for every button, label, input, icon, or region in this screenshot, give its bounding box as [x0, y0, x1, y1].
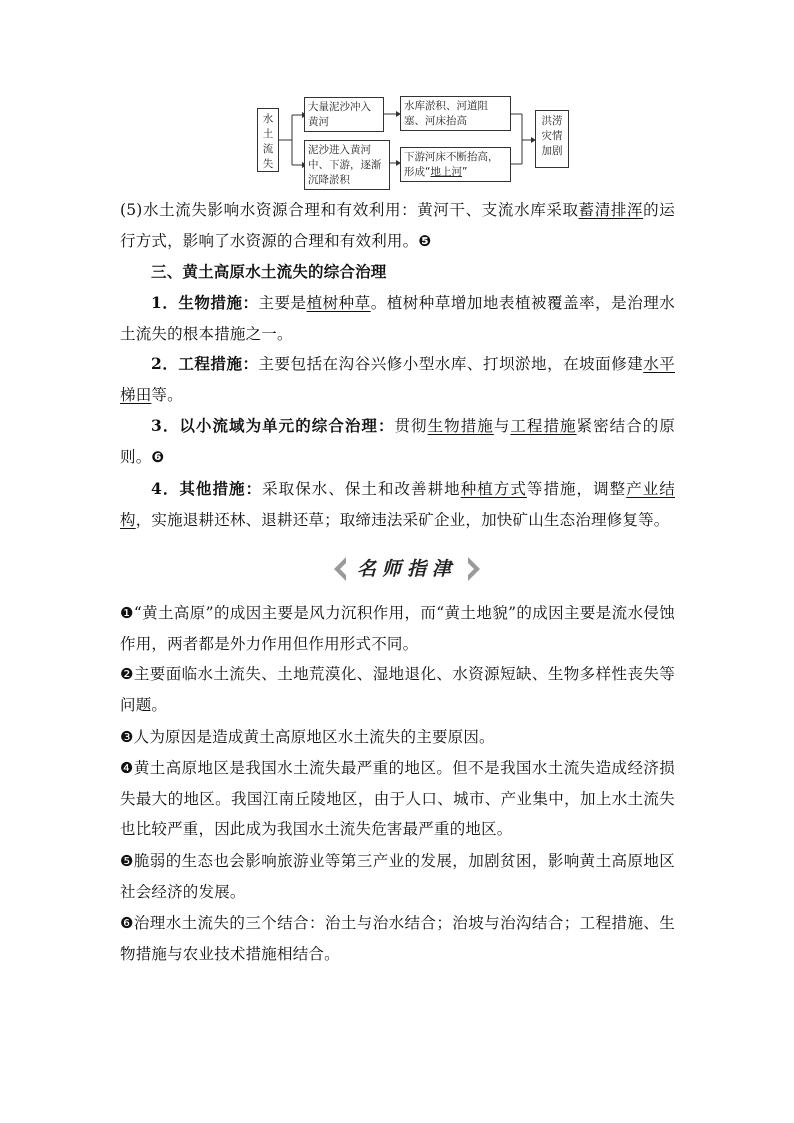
paragraph-5 [120, 195, 675, 256]
flow-result-box [535, 110, 569, 168]
note-1-mark: ❶ [120, 604, 134, 622]
m2-text-a: 主要包括在沟谷兴修小型水库、打坝淤地，在坡面修建 [258, 355, 644, 373]
flow-upper-effect-text: 水库淤积、河道阻塞、河床抬高 [404, 100, 488, 127]
measure-3 [120, 411, 675, 472]
note-2-text: 主要面临水土流失、土地荒漠化、湿地退化、水资源短缺、生物多样性丧失等问题。 [120, 665, 675, 714]
m1-term: 植树种草 [306, 294, 371, 312]
m4-text-c: ，实施退耕还林、退耕还草；取缔违法采矿企业，加快矿山生态治理修复等。 [135, 510, 670, 529]
flow-root-text: 水土流失 [262, 113, 274, 170]
note-1-text: “黄土高原”的成因主要是风力沉积作用，而“黄土地貌”的成因主要是流水侵蚀作用，两者都是外力作用但作用形式不同。 [120, 604, 675, 653]
m1-text-a: 主要是 [258, 294, 307, 312]
measure-1 [120, 288, 675, 349]
note-4 [120, 753, 675, 845]
measure-4 [120, 474, 675, 535]
flow-lower-effect-term: 地上河 [430, 166, 462, 178]
flow-upper-cause-text: 大量泥沙冲入黄河 [308, 101, 371, 128]
section-3-title: 三、黄土高原水土流失的综合治理 [151, 262, 387, 281]
flow-lower-effect-box [400, 147, 511, 182]
m2-label: 2．工程措施： [151, 354, 259, 373]
m4-term-2: 产业结构 [120, 480, 675, 529]
note-6-text: 治理水土流失的三个结合：治土与治水结合；治坡与治沟结合；工程措施、生物措施与农业技术措施相结合。 [120, 914, 675, 963]
flow-upper-effect-box [400, 96, 511, 131]
flowchart-connectors [0, 0, 794, 200]
note-1 [120, 598, 675, 659]
m4-label: 4．其他措施： [151, 479, 263, 498]
flow-upper-cause-box [304, 97, 384, 132]
note-6 [120, 908, 675, 969]
flow-lower-cause-text: 泥沙进入黄河中、下游，逐渐沉降淤积 [308, 144, 382, 186]
note-4-text: 黄土高原地区是我国水土流失最严重的地区。但不是我国水土流失造成经济损失最大的地区。我国江南丘陵地区，由于人口、城市、产业集中，加上水土流失也比较严重，因此成为我国水土流失危害最严重的地区。 [120, 759, 675, 838]
m3-text-b: 与 [493, 417, 511, 435]
tips-header-text: 名师指津 [356, 558, 457, 580]
p5-mark: ❺ [418, 231, 432, 250]
m2-term: 水平梯田 [120, 355, 675, 404]
m3-text-c: 紧密结合的原则。 [120, 417, 676, 466]
note-3 [120, 722, 675, 753]
m3-term-2: 工程措施 [510, 417, 577, 435]
p5-text-b: 的运行方式，影响了水资源的合理和有效利用。 [120, 201, 675, 250]
note-5-text: 脆弱的生态也会影响旅游业等第三产业的发展，加剧贫困，影响黄土高原地区社会经济的发展。 [120, 852, 675, 901]
m1-label: 1．生物措施： [151, 293, 259, 312]
tips-header [330, 553, 484, 585]
note-3-mark: ❸ [120, 728, 134, 746]
note-5 [120, 846, 675, 907]
flow-root-box [257, 108, 279, 172]
m1-text-b: 。植树种草增加地表植被覆盖率，是治理水土流失的根本措施之一。 [120, 294, 675, 343]
flow-lower-effect-suffix: ” [461, 166, 468, 178]
m3-label: 3．以小流域为单元的综合治理： [151, 416, 395, 435]
flow-lower-cause-box [304, 140, 390, 190]
measure-2 [120, 349, 675, 410]
note-3-text: 人为原因是造成黄土高原地区水土流失的主要原因。 [133, 728, 495, 746]
m2-text-b: 等。 [151, 385, 183, 404]
m3-term-1: 生物措施 [427, 417, 494, 435]
p5-text-a: (5)水土流失影响水资源合理和有效利用：黄河干、支流水库采取 [120, 201, 579, 219]
m3-text-a: 贯彻 [394, 417, 428, 435]
flow-lower-effect-prefix: 下游河床不断抬高，形成“ [404, 151, 499, 178]
soil-erosion-flowchart [0, 0, 794, 200]
m4-term-1: 种植方式 [460, 480, 527, 498]
note-5-mark: ❺ [120, 852, 134, 870]
note-4-mark: ❹ [120, 759, 134, 777]
note-2-mark: ❷ [120, 665, 134, 683]
flow-result-text: 洪涝灾情加剧 [541, 115, 563, 157]
p5-term: 蓄清排浑 [578, 201, 644, 219]
m3-mark: ❻ [151, 447, 165, 466]
m4-text-b: 等措施，调整 [526, 480, 627, 498]
note-6-mark: ❻ [120, 914, 134, 932]
note-2 [120, 659, 675, 720]
m4-text-a: 采取保水、保土和改善耕地 [262, 480, 461, 498]
